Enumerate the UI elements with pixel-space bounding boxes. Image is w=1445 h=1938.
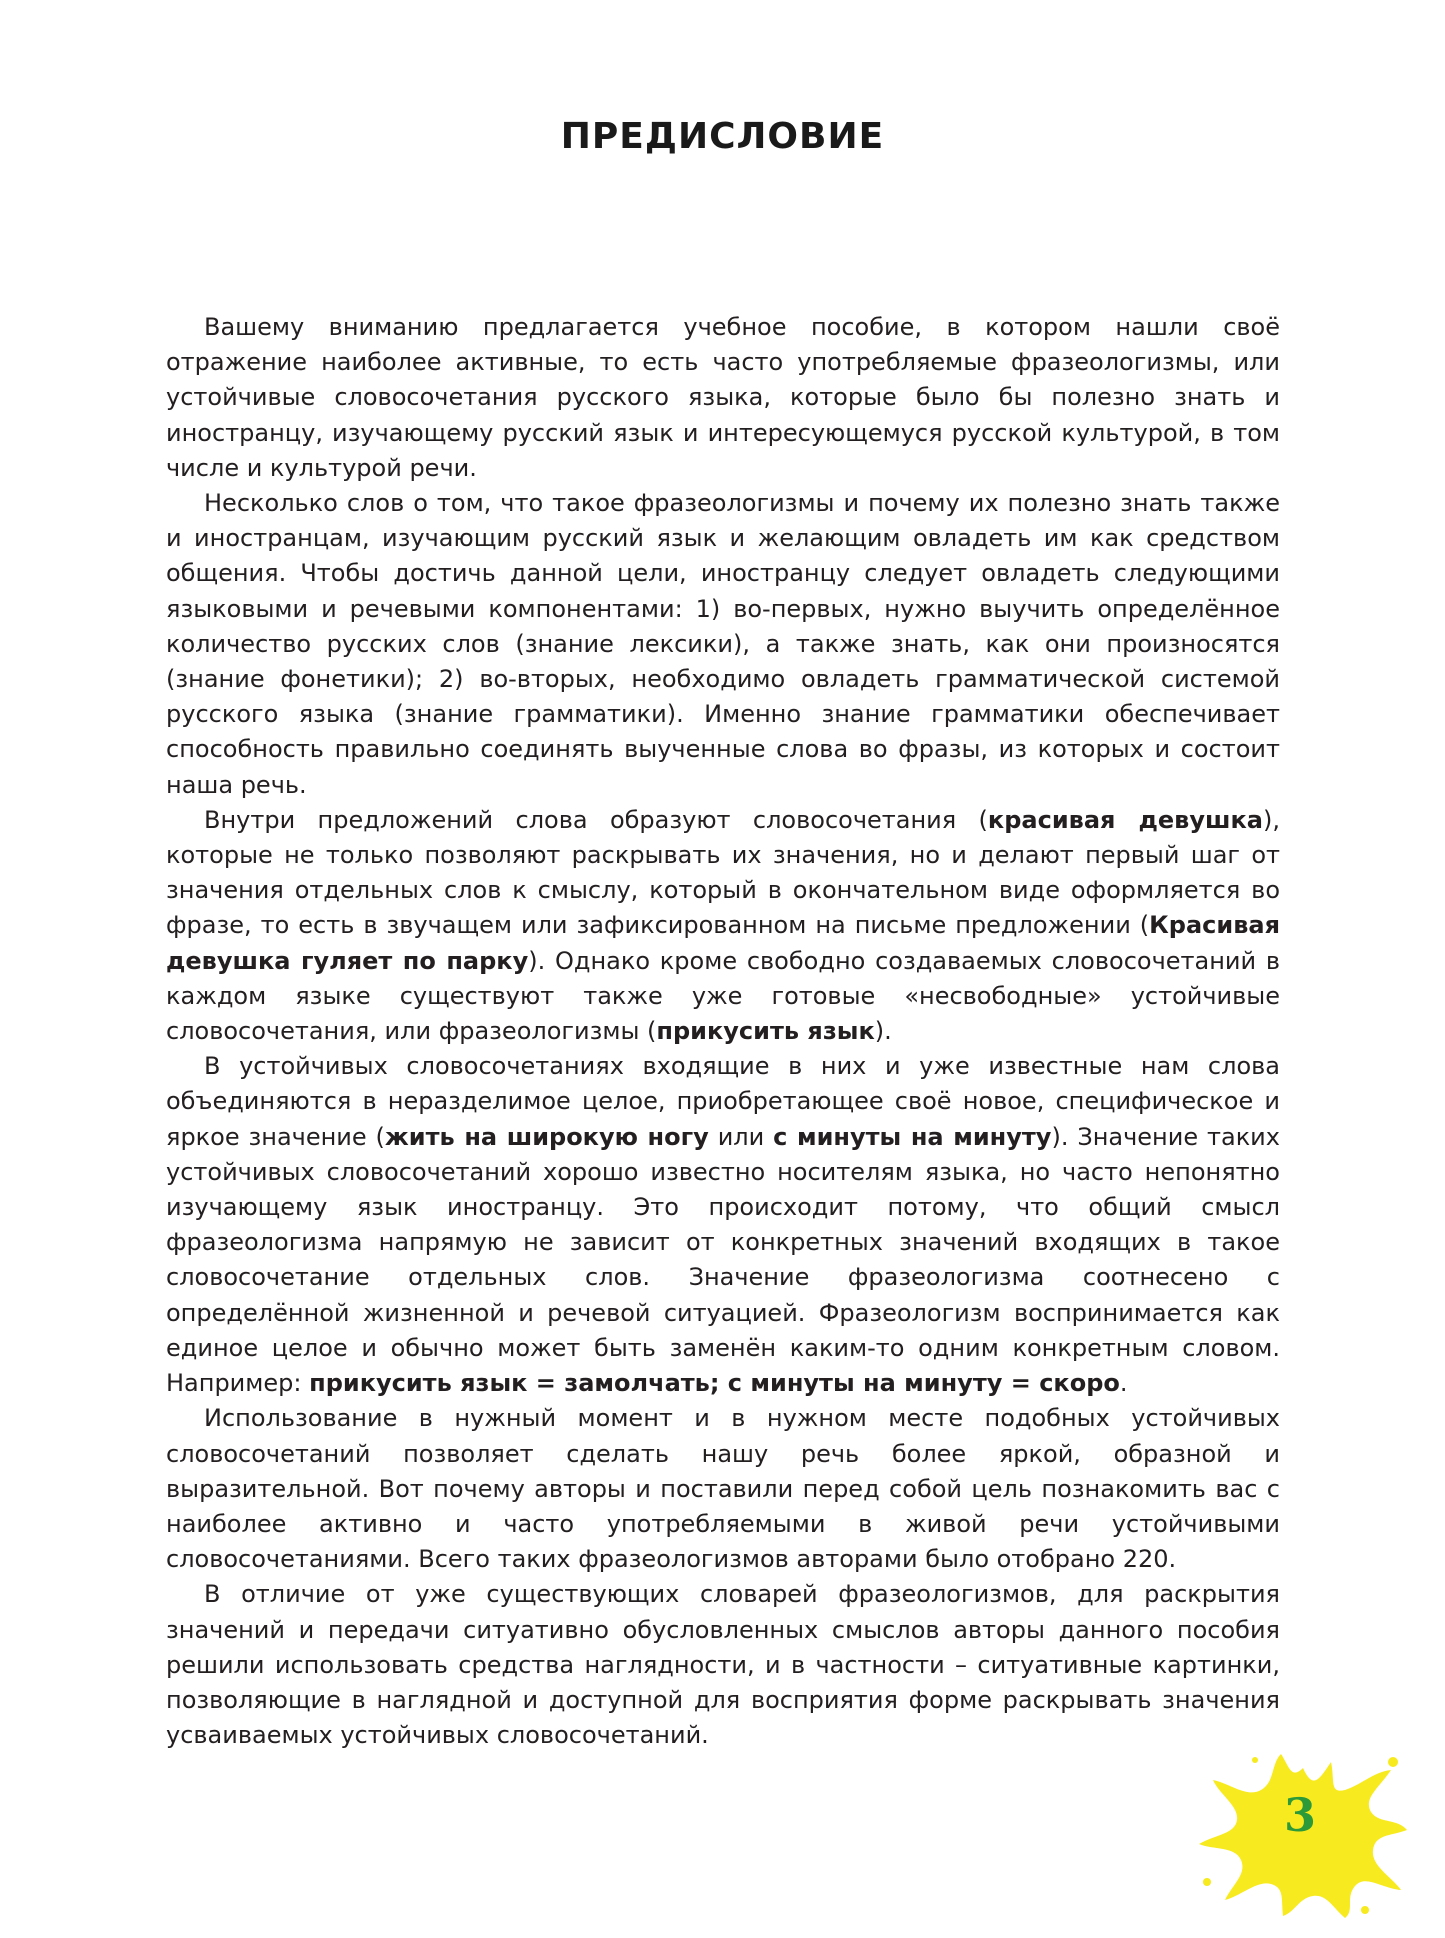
text-run: ). Однако кроме свободно создаваемых словосочетаний в каждом языке существуют также уже готовые «несвободные» устойчивые словосочетания, или фразеологизмы (	[166, 946, 1280, 1046]
body-text	[166, 310, 1280, 1753]
text-run: ), которые не только позволяют раскрывать их значения, но и делают первый шаг от значения отдельных слов к смыслу, который в окончательном виде оформляется во фразе, то есть в звучащем или зафиксированном на письме предложении (	[166, 805, 1280, 940]
text-run: Внутри предложений слова образуют словосочетания (	[204, 805, 988, 834]
bold-phrase: с минуты на минуту	[773, 1122, 1052, 1151]
text-run: Использование в нужный момент и в нужном месте подобных устойчивых словосочетаний позволяет сделать нашу речь более яркой, образной и выразительной. Вот почему авторы и поставили перед собой цель познакомить вас с наиболее активно и часто употребляемыми в живой речи устойчивыми словосочетаниями. Всего таких фразеологизмов авторами было отобрано 220.	[166, 1404, 1280, 1574]
bold-phrase: красивая девушка	[987, 805, 1263, 834]
text-run: Несколько слов о том, что такое фразеологизмы и почему их полезно знать также и иностранцам, изучающим русский язык и желающим овладеть им как средством общения. Чтобы достичь данной цели, иностранцу следует овладеть следующими языковыми и речевыми компонентами: 1) во-первых, нужно выучить определённое количество русских слов (знание лексики), а также знать, как они произносятся (знание фонетики); 2) во-вторых, необходимо овладеть грамматической системой русского языка (знание грамматики). Именно знание грамматики обеспечивает способность правильно соединять выученные слова во фразы, из которых и состоит наша речь.	[166, 489, 1280, 799]
text-run: ).	[874, 1017, 892, 1046]
bold-phrase: прикусить язык = замолчать; с минуты на минуту = скоро	[309, 1369, 1120, 1398]
page-number: 3	[1283, 1788, 1316, 1842]
bold-phrase: Красивая девушка гуляет по парку	[166, 911, 1280, 975]
text-run: или	[708, 1122, 774, 1151]
body-paragraph	[166, 1049, 1280, 1401]
text-run: .	[1119, 1369, 1128, 1398]
body-paragraph	[166, 1577, 1280, 1753]
body-paragraph	[166, 803, 1280, 1049]
text-run: В отличие от уже существующих словарей фразеологизмов, для раскрытия значений и передачи ситуативно обусловленных смыслов авторы данного пособия решили использовать средства наглядности, и в частности – ситуативные картинки, позволяющие в наглядной и доступной для восприятия форме раскрывать значения усваиваемых устойчивых словосочетаний.	[166, 1580, 1280, 1750]
bold-phrase: жить на широкую ногу	[384, 1122, 709, 1151]
page-title: ПРЕДИСЛОВИЕ	[560, 116, 885, 157]
body-paragraph	[166, 486, 1280, 803]
text-run: ). Значение таких устойчивых словосочетаний хорошо известно носителям языка, но часто непонятно изучающему язык иностранцу. Это происходит потому, что общий смысл фразеологизма напрямую не зависит от конкретных значений входящих в такое словосочетание отдельных слов. Значение фразеологизма соотнесено с определённой жизненной и речевой ситуацией. Фразеологизм воспринимается как единое целое и обычно может быть заменён каким-то одним конкретным словом. Например:	[166, 1122, 1280, 1398]
body-paragraph	[166, 310, 1280, 486]
text-run: В устойчивых словосочетаниях входящие в них и уже известные нам слова объединяются в неразделимое целое, приобретающее своё новое, специфическое и яркое значение (	[166, 1052, 1280, 1151]
bold-phrase: прикусить язык	[656, 1017, 875, 1046]
body-paragraph	[166, 1401, 1280, 1577]
text-run: Вашему вниманию предлагается учебное пособие, в котором нашли своё отражение наиболее активные, то есть часто употребляемые фразеологизмы, или устойчивые словосочетания русского языка, которые было бы полезно знать и иностранцу, изучающему русский язык и интересующемуся русской культурой, в том числе и культурой речи.	[166, 313, 1280, 482]
